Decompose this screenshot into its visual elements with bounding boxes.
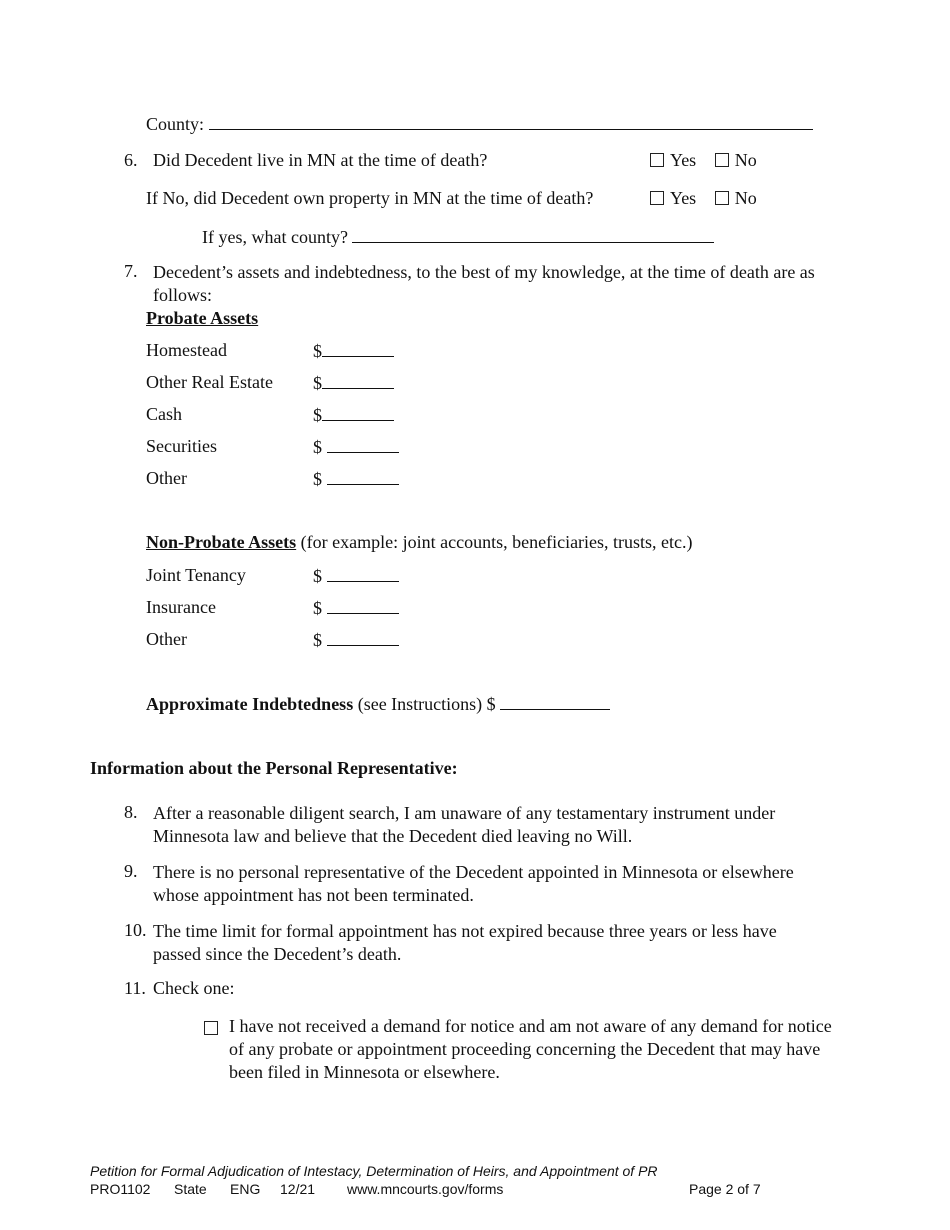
q11-text: Check one: [153, 978, 235, 998]
q6-followup-no-checkbox[interactable] [715, 191, 729, 205]
q10-number: 10. [124, 920, 147, 940]
county-question-label: If yes, what county? [202, 227, 348, 247]
footer-form-id: PRO1102 [90, 1181, 151, 1197]
q11-option1-checkbox[interactable] [204, 1021, 218, 1035]
probate-item-cash-amount [313, 404, 394, 426]
footer-page: Page 2 of 7 [689, 1181, 761, 1197]
q11-number: 11. [124, 978, 146, 998]
q6-no-label: No [734, 150, 757, 170]
probate-item-other-real-estate-amount [313, 372, 394, 394]
probate-item-other-label: Other [146, 468, 187, 488]
nonprobate-item-joint-tenancy-amount [313, 565, 399, 587]
nonprobate-item-other-label: Other [146, 629, 187, 649]
dollar-sign: $ [313, 469, 322, 489]
q6-number: 6. [124, 150, 138, 170]
dollar-sign: $ [313, 405, 322, 425]
joint-tenancy-amount-input[interactable] [327, 565, 399, 582]
nonprobate-item-insurance-label: Insurance [146, 597, 216, 617]
dollar-sign: $ [313, 566, 322, 586]
q7-text: Decedent’s assets and indebtedness, to the best of my knowledge, at the time of death are as follows: [153, 262, 815, 305]
non-probate-assets-heading: Non-Probate Assets [146, 532, 297, 552]
footer-state: State [174, 1181, 207, 1197]
q10-text: The time limit for formal appointment has not expired because three years or less have passed since the Decedent’s death. [153, 921, 777, 964]
q11-option1-text: I have not received a demand for notice and am not aware of any demand for notice of any probate or appointment proceeding concerning the Decedent that may have been filed in Minnesota or elsewhere. [229, 1016, 832, 1082]
q8-number: 8. [124, 802, 138, 822]
other-nonprobate-amount-input[interactable] [327, 629, 399, 646]
q9-text: There is no personal representative of the Decedent appointed in Minnesota or elsewhere whose appointment has not been terminated. [153, 862, 794, 905]
other-real-estate-amount-input[interactable] [322, 372, 394, 389]
probate-item-other-amount [313, 468, 399, 490]
nonprobate-item-other-amount [313, 629, 399, 651]
dollar-sign: $ [313, 341, 322, 361]
footer-url: www.mncourts.gov/forms [347, 1181, 504, 1197]
q6-options [650, 150, 757, 171]
cash-amount-input[interactable] [322, 404, 394, 421]
q6-yes-label: Yes [670, 150, 697, 170]
homestead-amount-input[interactable] [322, 340, 394, 357]
q6-followup-yes-checkbox[interactable] [650, 191, 664, 205]
pr-section-heading: Information about the Personal Representative: [90, 758, 458, 778]
county-question-input[interactable] [352, 226, 714, 243]
q11-option1-checkbox-wrap [204, 1018, 224, 1039]
probate-assets-heading: Probate Assets [146, 308, 259, 328]
q6-followup-no-label: No [734, 188, 757, 208]
dollar-sign: $ [313, 598, 322, 618]
probate-item-securities-amount [313, 436, 399, 458]
securities-amount-input[interactable] [327, 436, 399, 453]
indebtedness-amount-input[interactable] [500, 693, 610, 710]
non-probate-heading-line [146, 532, 693, 553]
q9-number: 9. [124, 861, 138, 881]
dollar-sign: $ [313, 437, 322, 457]
non-probate-note: (for example: joint accounts, beneficiaries, trusts, etc.) [300, 532, 693, 552]
q6-followup-text: If No, did Decedent own property in MN at the time of death? [146, 188, 594, 208]
indebtedness-note: (see Instructions) $ [357, 694, 496, 714]
nonprobate-item-insurance-amount [313, 597, 399, 619]
q8-text: After a reasonable diligent search, I am unaware of any testamentary instrument under Minnesota law and believe that the Decedent died leaving no Will. [153, 803, 776, 846]
other-probate-amount-input[interactable] [327, 468, 399, 485]
probate-item-homestead-amount [313, 340, 394, 362]
footer-title: Petition for Formal Adjudication of Intestacy, Determination of Heirs, and Appointment of PR [90, 1163, 658, 1179]
q6-no-checkbox[interactable] [715, 153, 729, 167]
probate-item-cash-label: Cash [146, 404, 182, 424]
county-question [202, 226, 714, 248]
q6-yes-checkbox[interactable] [650, 153, 664, 167]
q6-text: Did Decedent live in MN at the time of death? [153, 150, 488, 170]
county-field [146, 113, 813, 135]
nonprobate-item-joint-tenancy-label: Joint Tenancy [146, 565, 246, 585]
footer-lang: ENG [230, 1181, 261, 1197]
probate-item-securities-label: Securities [146, 436, 217, 456]
probate-item-other-real-estate-label: Other Real Estate [146, 372, 273, 392]
q6-followup-yes-label: Yes [670, 188, 697, 208]
dollar-sign: $ [313, 373, 322, 393]
probate-item-homestead-label: Homestead [146, 340, 227, 360]
insurance-amount-input[interactable] [327, 597, 399, 614]
footer-date: 12/21 [280, 1181, 316, 1197]
q7-number: 7. [124, 261, 138, 281]
county-label: County: [146, 114, 205, 134]
dollar-sign: $ [313, 630, 322, 650]
county-input[interactable] [209, 113, 813, 130]
indebtedness-label: Approximate Indebtedness [146, 694, 354, 714]
q6-followup-options [650, 188, 757, 209]
indebtedness-line [146, 693, 610, 715]
